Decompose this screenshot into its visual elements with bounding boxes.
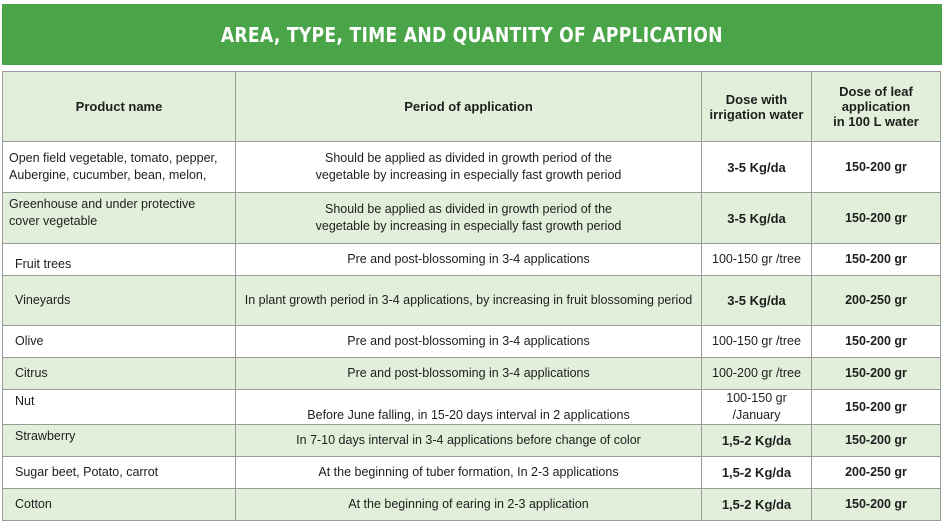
header-irrigation-dose bbox=[702, 72, 812, 142]
irrigation-dose-cell: 3-5 Kg/da bbox=[702, 276, 812, 326]
leaf-dose-cell: 150-200 gr bbox=[812, 193, 941, 244]
table-row bbox=[3, 142, 941, 193]
product-name-cell: Fruit trees bbox=[3, 244, 236, 276]
irrigation-dose-cell: 100-150 gr /tree bbox=[702, 244, 812, 276]
table-row bbox=[3, 425, 941, 457]
product-name-cell: Nut bbox=[3, 390, 236, 425]
title-banner bbox=[2, 4, 942, 65]
product-name-line: Greenhouse and under protective bbox=[9, 197, 196, 211]
leaf-dose-cell: 200-250 gr bbox=[812, 276, 941, 326]
period-cell: Pre and post-blossoming in 3-4 applications bbox=[236, 326, 702, 358]
header-product-name: Product name bbox=[3, 72, 236, 142]
header-leaf-dose bbox=[812, 72, 941, 142]
irrigation-dose-cell: 1,5-2 Kg/da bbox=[702, 457, 812, 489]
irrigation-dose-cell: 3-5 Kg/da bbox=[702, 142, 812, 193]
product-name-cell: Sugar beet, Potato, carrot bbox=[3, 457, 236, 489]
leaf-dose-cell: 150-200 gr bbox=[812, 244, 941, 276]
period-cell: In plant growth period in 3-4 applications, by increasing in fruit blossoming period bbox=[236, 276, 702, 326]
header-leaf-line: application bbox=[841, 99, 911, 114]
product-name-cell bbox=[3, 142, 236, 193]
period-cell: Pre and post-blossoming in 3-4 applications bbox=[236, 244, 702, 276]
period-cell: At the beginning of tuber formation, In 2-3 applications bbox=[236, 457, 702, 489]
period-line: vegetable by increasing in especially fast growth period bbox=[315, 168, 622, 182]
product-name-cell bbox=[3, 193, 236, 244]
product-name-line: cover vegetable bbox=[9, 214, 98, 228]
irrigation-dose-cell: 3-5 Kg/da bbox=[702, 193, 812, 244]
period-cell: In 7-10 days interval in 3-4 applications before change of color bbox=[236, 425, 702, 457]
table-header-row bbox=[3, 72, 941, 142]
leaf-dose-cell: 150-200 gr bbox=[812, 489, 941, 521]
product-name-cell: Citrus bbox=[3, 358, 236, 390]
table-row bbox=[3, 276, 941, 326]
irrigation-dose-cell: 100-150 gr /tree bbox=[702, 326, 812, 358]
table-row bbox=[3, 457, 941, 489]
leaf-dose-cell: 150-200 gr bbox=[812, 326, 941, 358]
irrigation-dose-cell: 1,5-2 Kg/da bbox=[702, 425, 812, 457]
header-irrigation-line: Dose with bbox=[725, 91, 788, 107]
period-cell bbox=[236, 142, 702, 193]
table-row bbox=[3, 489, 941, 521]
product-name-cell: Vineyards bbox=[3, 276, 236, 326]
period-cell: Pre and post-blossoming in 3-4 applications bbox=[236, 358, 702, 390]
product-name-cell: Strawberry bbox=[3, 425, 236, 457]
table-row bbox=[3, 326, 941, 358]
header-leaf-line: Dose of leaf bbox=[839, 84, 913, 99]
leaf-dose-cell: 150-200 gr bbox=[812, 390, 941, 425]
header-leaf-line: in 100 L water bbox=[833, 114, 919, 129]
application-table bbox=[2, 71, 941, 521]
irrigation-dose-cell: 100-150 gr /January bbox=[702, 390, 812, 425]
header-irrigation-line: irrigation water bbox=[709, 106, 804, 122]
leaf-dose-cell: 150-200 gr bbox=[812, 358, 941, 390]
table-row bbox=[3, 390, 941, 425]
irrigation-dose-cell: 1,5-2 Kg/da bbox=[702, 489, 812, 521]
period-cell: At the beginning of earing in 2-3 application bbox=[236, 489, 702, 521]
leaf-dose-cell: 150-200 gr bbox=[812, 142, 941, 193]
table-row bbox=[3, 193, 941, 244]
period-line: vegetable by increasing in especially fast growth period bbox=[315, 219, 622, 233]
table-row bbox=[3, 358, 941, 390]
leaf-dose-cell: 150-200 gr bbox=[812, 425, 941, 457]
period-line: Should be applied as divided in growth period of the bbox=[324, 202, 612, 216]
product-name-line: Aubergine, cucumber, bean, melon, bbox=[9, 168, 207, 182]
leaf-dose-cell: 200-250 gr bbox=[812, 457, 941, 489]
table-row bbox=[3, 244, 941, 276]
period-cell bbox=[236, 193, 702, 244]
period-cell: Before June falling, in 15-20 days interval in 2 applications bbox=[236, 390, 702, 425]
period-line: Should be applied as divided in growth period of the bbox=[324, 151, 612, 165]
page-title: AREA, TYPE, TIME AND QUANTITY OF APPLICATION bbox=[221, 22, 723, 47]
product-name-cell: Olive bbox=[3, 326, 236, 358]
product-name-cell: Cotton bbox=[3, 489, 236, 521]
product-name-line: Open field vegetable, tomato, pepper, bbox=[9, 151, 218, 165]
irrigation-dose-cell: 100-200 gr /tree bbox=[702, 358, 812, 390]
header-period: Period of application bbox=[236, 72, 702, 142]
